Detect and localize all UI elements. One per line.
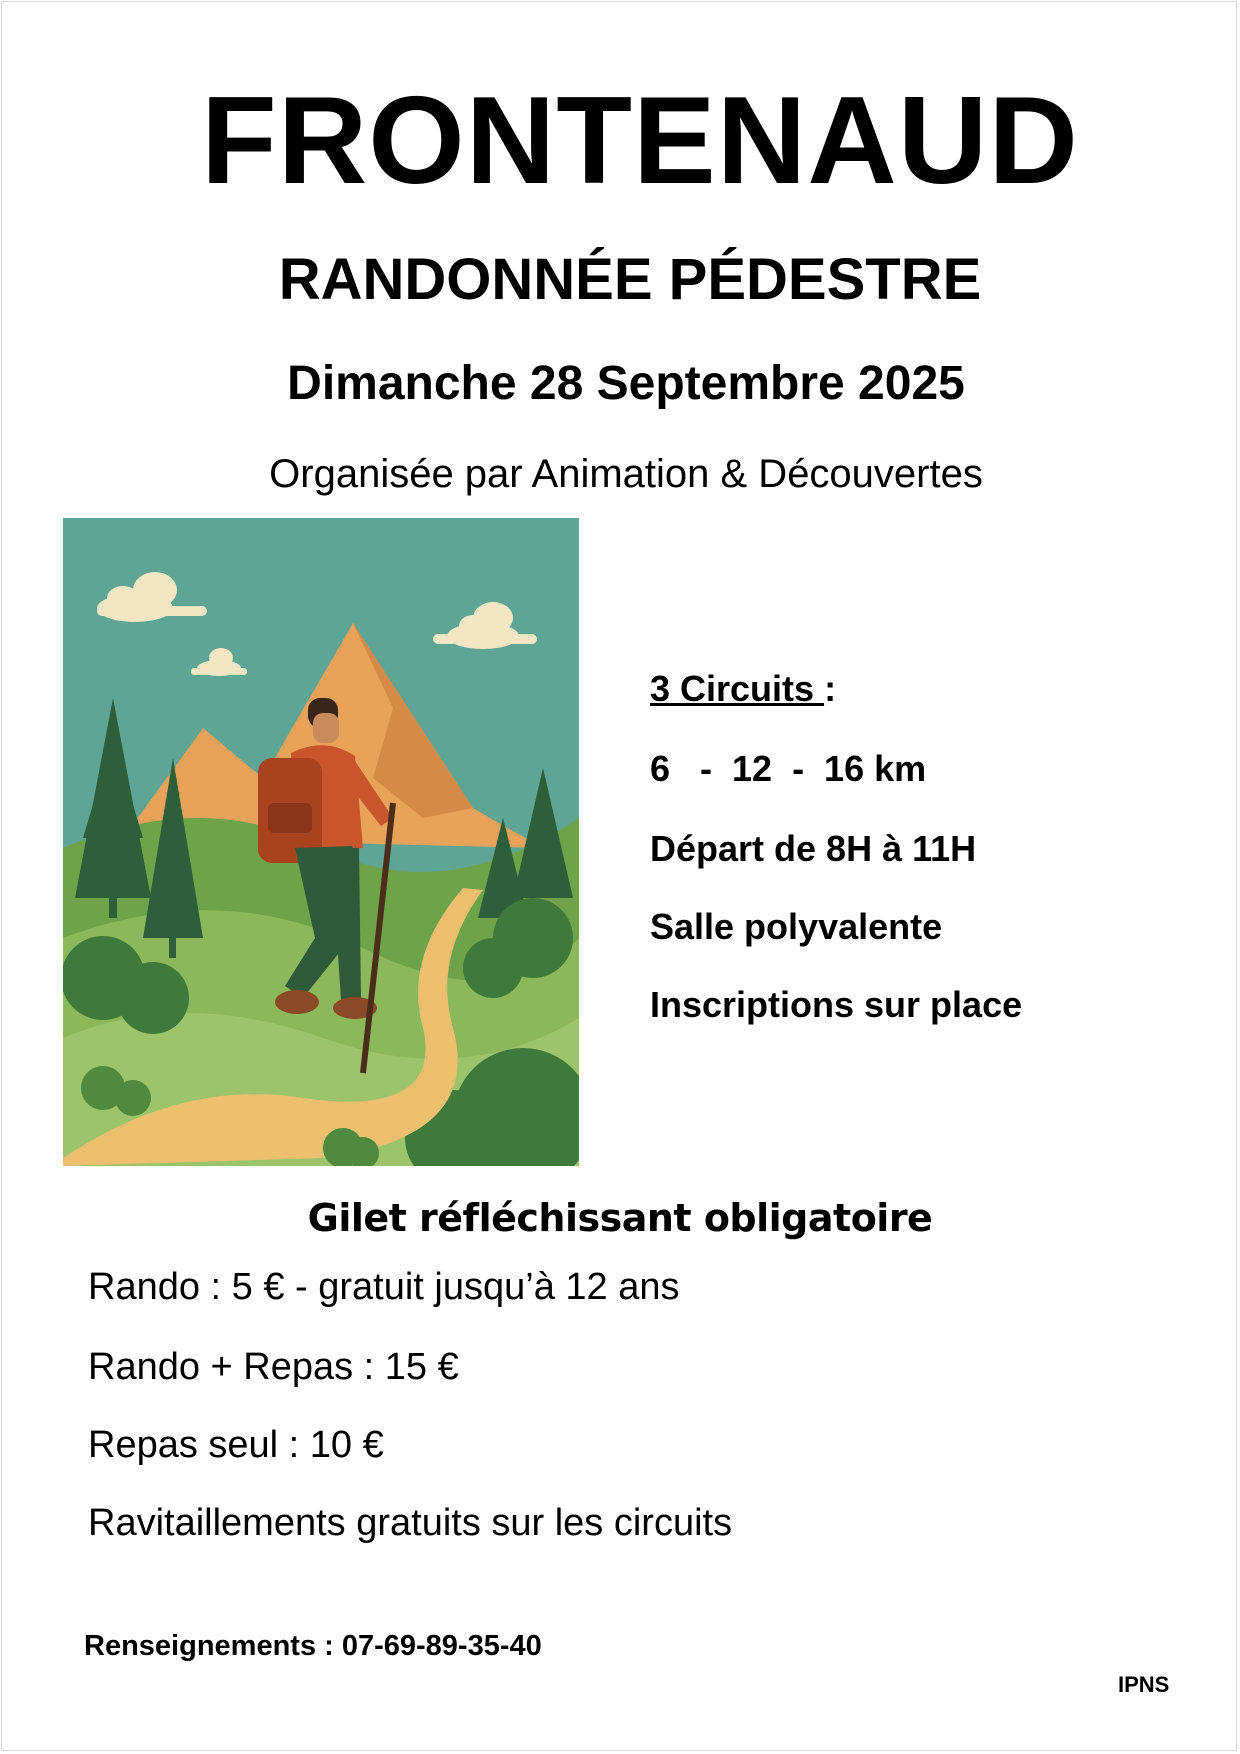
location: Salle polyvalente xyxy=(650,906,943,947)
departure-time: Départ de 8H à 11H xyxy=(650,828,977,869)
circuits-heading xyxy=(650,668,836,710)
circuits-heading-text: 3 Circuits xyxy=(650,668,825,709)
event-date: Dimanche 28 Septembre 2025 xyxy=(287,357,965,410)
ipns-mark: IPNS xyxy=(1118,1672,1170,1697)
circuits-heading-colon: : xyxy=(824,668,837,709)
organizer-line: Organisée par Animation & Découvertes xyxy=(269,452,983,496)
poster-subtitle: RANDONNÉE PÉDESTRE xyxy=(278,247,982,312)
ravitaillement-info: Ravitaillements gratuits sur les circuits xyxy=(88,1502,733,1544)
contact-phone: Renseignements : 07-69-89-35-40 xyxy=(84,1630,542,1662)
poster-title: FRONTENAUD xyxy=(201,72,1079,210)
hiker-illustration xyxy=(63,518,579,1166)
price-rando: Rando : 5 € - gratuit jusqu’à 12 ans xyxy=(88,1266,680,1308)
price-repas: Repas seul : 10 € xyxy=(88,1424,384,1466)
safety-notice: Gilet réfléchissant obligatoire xyxy=(307,1196,933,1240)
registration-info: Inscriptions sur place xyxy=(650,984,1023,1025)
circuit-distances: 6 - 12 - 16 km xyxy=(650,748,927,789)
price-rando-repas: Rando + Repas : 15 € xyxy=(88,1346,459,1388)
